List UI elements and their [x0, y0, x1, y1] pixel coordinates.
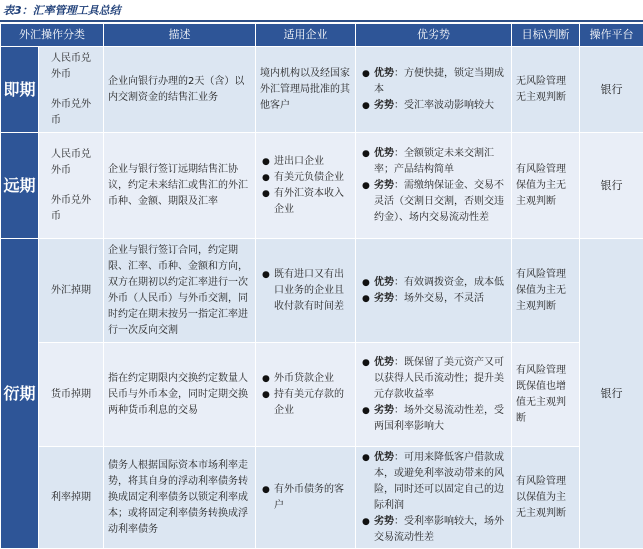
target-cell: 有风险管理既保值也增值无主观判断	[512, 343, 580, 447]
fx-tools-table	[0, 23, 643, 549]
applicable-item: ● 有外汇资本收入企业	[274, 186, 351, 218]
header-category: 外汇操作分类	[1, 24, 104, 47]
description-cell: 债务人根据国际资本市场利率走势，将其自身的浮动利率债务转换成固定利率债务以锁定利率成本；或将固定利率债务转换成浮动利率债务	[104, 447, 256, 549]
pros-cons-cell	[356, 343, 512, 447]
category-spot: 即期	[1, 47, 39, 133]
description-cell: 指在约定期限内交换约定数量人民币与外币本金，同时定期交换两种货币利息的交易	[104, 343, 256, 447]
caption-divider	[0, 20, 643, 22]
table-row	[1, 447, 643, 549]
pros-cons-cell	[356, 239, 512, 343]
type-label: 人民币兑外币	[51, 148, 91, 176]
applicable-cell	[256, 133, 356, 239]
pros-cons-cell	[356, 447, 512, 549]
description-cell: 企业与银行签订合同，约定期限、汇率、币种、金额和方向，双方在期初以约定汇率进行一次外币（人民币）与外币交割，同时约定在期末按另一指定汇率进行一次反向交割	[104, 239, 256, 343]
header-target: 目标\判断	[512, 24, 580, 47]
applicable-item: ● 进出口企业	[274, 154, 351, 170]
disadvantage-item: ● 劣势：受利率影响较大，场外交易流动性差	[374, 514, 507, 546]
category-forward: 远期	[1, 133, 39, 239]
platform-cell: 银行	[580, 239, 643, 549]
platform-cell: 银行	[580, 47, 643, 133]
target-cell: 无风险管理无主观判断	[512, 47, 580, 133]
disadvantage-item: ● 劣势：受汇率波动影响较大	[374, 98, 507, 114]
table-row	[1, 343, 643, 447]
applicable-item: ● 持有美元存款的企业	[274, 387, 351, 419]
applicable-cell: 境内机构以及经国家外汇管理局批准的其他客户	[256, 47, 356, 133]
target-cell: 有风险管理保值为主无主观判断	[512, 133, 580, 239]
header-row	[1, 24, 643, 47]
header-platform: 操作平台	[580, 24, 643, 47]
category-derivative: 衍期	[1, 239, 39, 549]
type-label: 外币兑外币	[51, 98, 91, 126]
description-cell: 企业向银行办理的2天（含）以内交割资金的结售汇业务	[104, 47, 256, 133]
table-row	[1, 239, 643, 343]
table-caption: 表3：汇率管理工具总结	[3, 4, 121, 17]
type-cell: 利率掉期	[39, 447, 104, 549]
disadvantage-item: ● 劣势：场外交易，不灵活	[374, 291, 507, 307]
advantage-item: ● 优势：既保留了美元资产又可以获得人民币流动性；提升美元存款收益率	[374, 355, 507, 403]
type-cell	[39, 133, 104, 239]
applicable-item: ● 有外币债务的客户	[274, 482, 351, 514]
platform-cell: 银行	[580, 133, 643, 239]
applicable-item: ● 有美元负债企业	[274, 170, 351, 186]
advantage-item: ● 优势：可用来降低客户借款成本，或避免利率波动带来的风险，同时还可以固定自己的边际利润	[374, 450, 507, 514]
pros-cons-cell	[356, 133, 512, 239]
disadvantage-item: ● 劣势：场外交易流动性差，受两国利率影响大	[374, 403, 507, 435]
type-cell	[39, 47, 104, 133]
type-label: 人民币兑外币	[51, 52, 91, 80]
target-cell: 有风险管理保值为主无主观判断	[512, 239, 580, 343]
applicable-cell	[256, 343, 356, 447]
table-row	[1, 47, 643, 133]
applicable-cell	[256, 447, 356, 549]
type-label: 外币兑外币	[51, 194, 91, 222]
target-cell: 有风险管理以保值为主无主观判断	[512, 447, 580, 549]
header-pros-cons: 优劣势	[356, 24, 512, 47]
applicable-cell	[256, 239, 356, 343]
table-row	[1, 133, 643, 239]
advantage-item: ● 优势：有效调拨资金，成本低	[374, 275, 507, 291]
advantage-item: ● 优势：全额锁定未来交割汇率；产品结构简单	[374, 146, 507, 178]
advantage-item: ● 优势：方便快捷，锁定当期成本	[374, 66, 507, 98]
applicable-item: ● 既有进口又有出口业务的企业且收付款有时间差	[274, 267, 351, 315]
type-cell: 货币掉期	[39, 343, 104, 447]
header-applicable: 适用企业	[256, 24, 356, 47]
header-description: 描述	[104, 24, 256, 47]
type-cell: 外汇掉期	[39, 239, 104, 343]
applicable-item: ● 外币贷款企业	[274, 371, 351, 387]
disadvantage-item: ● 劣势：需缴纳保证金、交易不灵活（交割日交割，否则交违约金）、场内交易流动性差	[374, 178, 507, 226]
description-cell: 企业与银行签订远期结售汇协议，约定未来结汇或售汇的外汇币种、金额、期限及汇率	[104, 133, 256, 239]
pros-cons-cell	[356, 47, 512, 133]
